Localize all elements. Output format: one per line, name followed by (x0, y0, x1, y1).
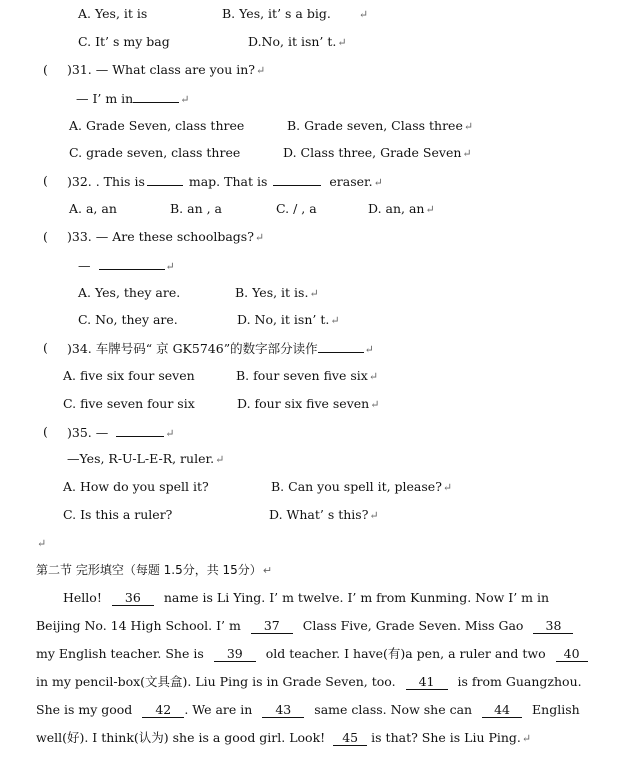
q34-option-d: D. four six five seven↵ (237, 396, 380, 411)
q32-blank-2 (273, 173, 321, 186)
q30-option-c: C. It’ s my bag (78, 34, 170, 49)
q31-option-b: B. Grade seven, Class three↵ (287, 118, 474, 133)
q31-question: )31. — What class are you in?↵ (67, 62, 266, 77)
q34-option-b: B. four seven five six↵ (236, 368, 379, 383)
q35-bracket: ( (43, 424, 48, 439)
blank-37: 37 (251, 619, 293, 634)
blank-39: 39 (214, 647, 256, 662)
q33-option-d: D. No, it isn’ t.↵ (237, 312, 340, 327)
q34-question: )34. 车牌号码“ 京 GK5746”的数字部分读作 ↵ (67, 341, 374, 356)
q32-blank-1 (147, 173, 183, 186)
blank-42: 42 (142, 703, 184, 718)
q32-option-d: D. an, an↵ (368, 201, 435, 216)
q31-option-c: C. grade seven, class three (69, 145, 241, 160)
blank-38: 38 (533, 619, 573, 634)
q33-option-c: C. No, they are. (78, 312, 178, 327)
q33-answer-line: — ↵ (78, 258, 175, 273)
q30-option-b: B. Yes, it’ s a big. ↵ (222, 6, 369, 21)
q32-bracket: ( (43, 173, 48, 188)
q30-option-a: A. Yes, it is (78, 6, 148, 21)
q33-blank (99, 257, 165, 270)
q32-option-b: B. an , a (170, 201, 223, 216)
q35-option-a: A. How do you spell it? (63, 479, 209, 494)
q35-option-c: C. Is this a ruler? (63, 507, 173, 522)
q33-bracket: ( (43, 229, 48, 244)
q34-bracket: ( (43, 340, 48, 355)
cloze-line-1: Hello! 36 name is Li Ying. I’ m twelve. I’ m from Kunming. Now I’ m in (63, 590, 550, 605)
q34-option-c: C. five seven four six (63, 396, 195, 411)
q31-option-d: D. Class three, Grade Seven↵ (283, 145, 472, 160)
empty-paragraph: ↵ (37, 537, 47, 550)
blank-41: 41 (406, 675, 448, 690)
section-2-heading: 第二节 完形填空（每题 1.5分，共 15分）↵ (36, 563, 273, 577)
cloze-line-5: She is my good 42 . We are in 43 same class. Now she can 44 English (36, 702, 580, 717)
q32-question: )32. . This is map. That is eraser.↵ (67, 174, 383, 189)
q32-option-a: A. a, an (69, 201, 117, 216)
blank-43: 43 (262, 703, 304, 718)
q34-blank (318, 340, 364, 353)
q35-blank (116, 424, 164, 437)
q35-reply: —Yes, R-U-L-E-R, ruler.↵ (67, 451, 225, 466)
q33-option-a: A. Yes, they are. (78, 285, 181, 300)
q30-option-d: D.No, it isn’ t.↵ (248, 34, 347, 49)
q31-bracket: ( (43, 62, 48, 77)
cloze-line-2: Beijing No. 14 High School. I’ m 37 Class Five, Grade Seven. Miss Gao 38 (36, 618, 573, 634)
blank-44: 44 (482, 703, 522, 718)
q35-option-d: D. What’ s this?↵ (269, 507, 379, 522)
q33-question: )33. — Are these schoolbags?↵ (67, 229, 265, 244)
q31-answer-line: — I’ m in ↵ (76, 91, 190, 106)
q32-option-c: C. / , a (276, 201, 317, 216)
q31-blank (133, 90, 179, 103)
blank-45: 45 (333, 731, 367, 746)
blank-36: 36 (112, 591, 154, 606)
cloze-line-3: my English teacher. She is 39 old teacher. I have(有)a pen, a ruler and two 40 (36, 646, 588, 662)
q35-option-b: B. Can you spell it, please?↵ (271, 479, 453, 494)
blank-40: 40 (556, 647, 588, 662)
cloze-line-6: well(好). I think(认为) she is a good girl. Look! 45 is that? She is Liu Ping.↵ (36, 730, 532, 745)
q33-option-b: B. Yes, it is.↵ (235, 285, 319, 300)
q31-option-a: A. Grade Seven, class three (69, 118, 245, 133)
cloze-line-4: in my pencil-box(文具盒). Liu Ping is in Grade Seven, too. 41 is from Guangzhou. (36, 674, 582, 689)
q34-option-a: A. five six four seven (63, 368, 195, 383)
q35-question: )35. — ↵ (67, 425, 175, 440)
